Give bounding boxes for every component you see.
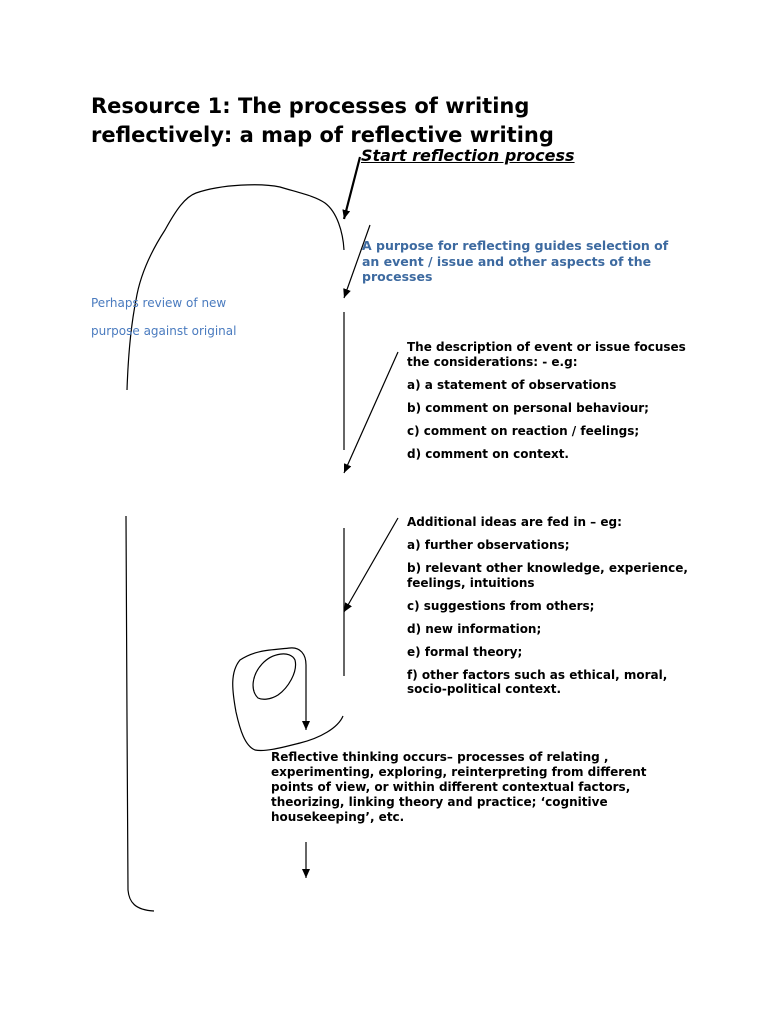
- scribble-loop: [233, 648, 343, 751]
- additional-ideas-block: [407, 515, 697, 705]
- scribble-inner: [253, 654, 295, 699]
- start-reflection-label: Start reflection process: [361, 146, 575, 165]
- additional-item: e) formal theory;: [407, 644, 523, 659]
- side-note-line-1: Perhaps review of new: [91, 296, 227, 310]
- description-item: d) comment on context.: [407, 446, 569, 461]
- description-item: c) comment on reaction / feelings;: [407, 423, 640, 438]
- additional-item: a) further observations;: [407, 538, 570, 552]
- additional-item: f) other factors such as ethical, moral, socio-political context.: [407, 667, 668, 696]
- reflective-thinking-text: Reflective thinking occurs– processes of relating , experimenting, exploring, reinterpreting from different points of view, or within different contextual factors, theorizing, linking theory and practice; ‘cognitive housekeeping’, etc.: [271, 750, 647, 824]
- additional-heading: Additional ideas are fed in – eg:: [407, 515, 622, 529]
- ideas-arrow: [344, 518, 398, 612]
- left-return-line: [126, 516, 154, 911]
- additional-item: d) new information;: [407, 621, 542, 636]
- page-title: Resource 1: The processes of writing reflectively: a map of reflective writing: [91, 94, 554, 147]
- additional-item: b) relevant other knowledge, experience, feelings, intuitions: [407, 561, 688, 590]
- purpose-text: A purpose for reflecting guides selection of an event / issue and other aspects of the processes: [362, 238, 669, 284]
- description-block: [407, 340, 697, 470]
- additional-item: c) suggestions from others;: [407, 598, 595, 613]
- description-item: a) a statement of observations: [407, 377, 617, 392]
- desc-arrow: [344, 352, 398, 473]
- review-loop-curve: [127, 185, 344, 390]
- description-heading: The description of event or issue focuses the considerations: - e.g:: [407, 340, 686, 369]
- side-note: [91, 296, 236, 352]
- side-note-line-2: purpose against original: [91, 324, 237, 338]
- description-item: b) comment on personal behaviour;: [407, 400, 649, 415]
- start-arrow: [344, 157, 360, 219]
